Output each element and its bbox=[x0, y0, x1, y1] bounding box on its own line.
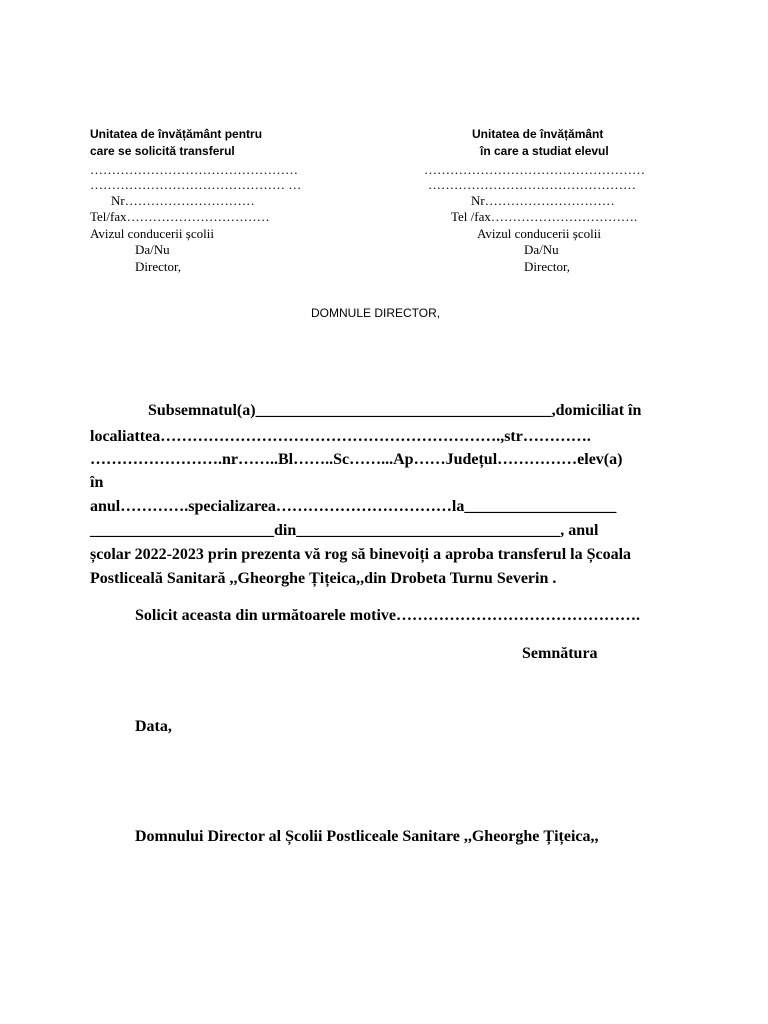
body-line-anul-specializarea: anul………….specializarea……………………………la___________________ bbox=[90, 498, 617, 515]
left-unit-dots-1: ………………………………………… bbox=[90, 162, 298, 177]
left-da-nu: Da/Nu bbox=[135, 242, 170, 257]
left-aviz-label: Avizul conducerii școlii bbox=[90, 226, 214, 241]
right-unit-title-line2: în care a studiat elevul bbox=[480, 144, 609, 158]
body-line-din: _______________________din_________________________________, anul bbox=[90, 522, 599, 539]
signature-label: Semnătura bbox=[522, 645, 598, 662]
left-unit-title-line1: Unitatea de învățământ pentru bbox=[90, 127, 263, 141]
right-director-label: Director, bbox=[524, 259, 571, 274]
body-line-localitatea: localiattea……………………………………………………….,str…………. bbox=[90, 428, 591, 445]
right-unit-dots-1: …………………………………………… bbox=[424, 162, 645, 177]
body-line-scoala-name: Postliceală Sanitară ,,Gheorghe Țițeica,,din Drobeta Turnu Severin . bbox=[90, 570, 557, 587]
right-unit-dots-2: ………………………………………… bbox=[428, 177, 636, 192]
left-unit-title-line2: care se solicită transferul bbox=[90, 144, 235, 158]
greeting-heading: DOMNULE DIRECTOR, bbox=[311, 306, 441, 320]
right-nr-field: Nr………………………… bbox=[471, 193, 615, 208]
right-unit-title-line1: Unitatea de învățământ bbox=[472, 127, 604, 141]
left-tel-fax-field: Tel/fax…………………………… bbox=[90, 209, 270, 224]
body-line-in: în bbox=[90, 474, 104, 491]
left-director-label: Director, bbox=[135, 259, 182, 274]
right-da-nu: Da/Nu bbox=[524, 242, 559, 257]
addressee-line: Domnului Director al Școlii Postliceale Sanitare ,,Gheorghe Țițeica,, bbox=[135, 828, 599, 845]
left-nr-field: Nr………………………… bbox=[111, 193, 255, 208]
body-line-subsemnatul: Subsemnatul(a)_____________________________________,domiciliat în bbox=[148, 402, 642, 419]
left-unit-dots-2: ……………………………………… … bbox=[90, 177, 302, 192]
right-tel-fax-field: Tel /fax……………………………. bbox=[451, 209, 638, 224]
date-label: Data, bbox=[135, 718, 172, 735]
body-motive-line: Solicit aceasta din următoarele motive………………………………………. bbox=[135, 607, 640, 624]
body-line-scolar: școlar 2022-2023 prin prezenta vă rog să binevoiți a aproba transferul la Școala bbox=[90, 546, 632, 563]
right-aviz-label: Avizul conducerii școlii bbox=[477, 226, 601, 241]
body-line-address: …………………….nr……..Bl……..Sc……...Ap……Județul……………elev(a) bbox=[90, 451, 623, 468]
